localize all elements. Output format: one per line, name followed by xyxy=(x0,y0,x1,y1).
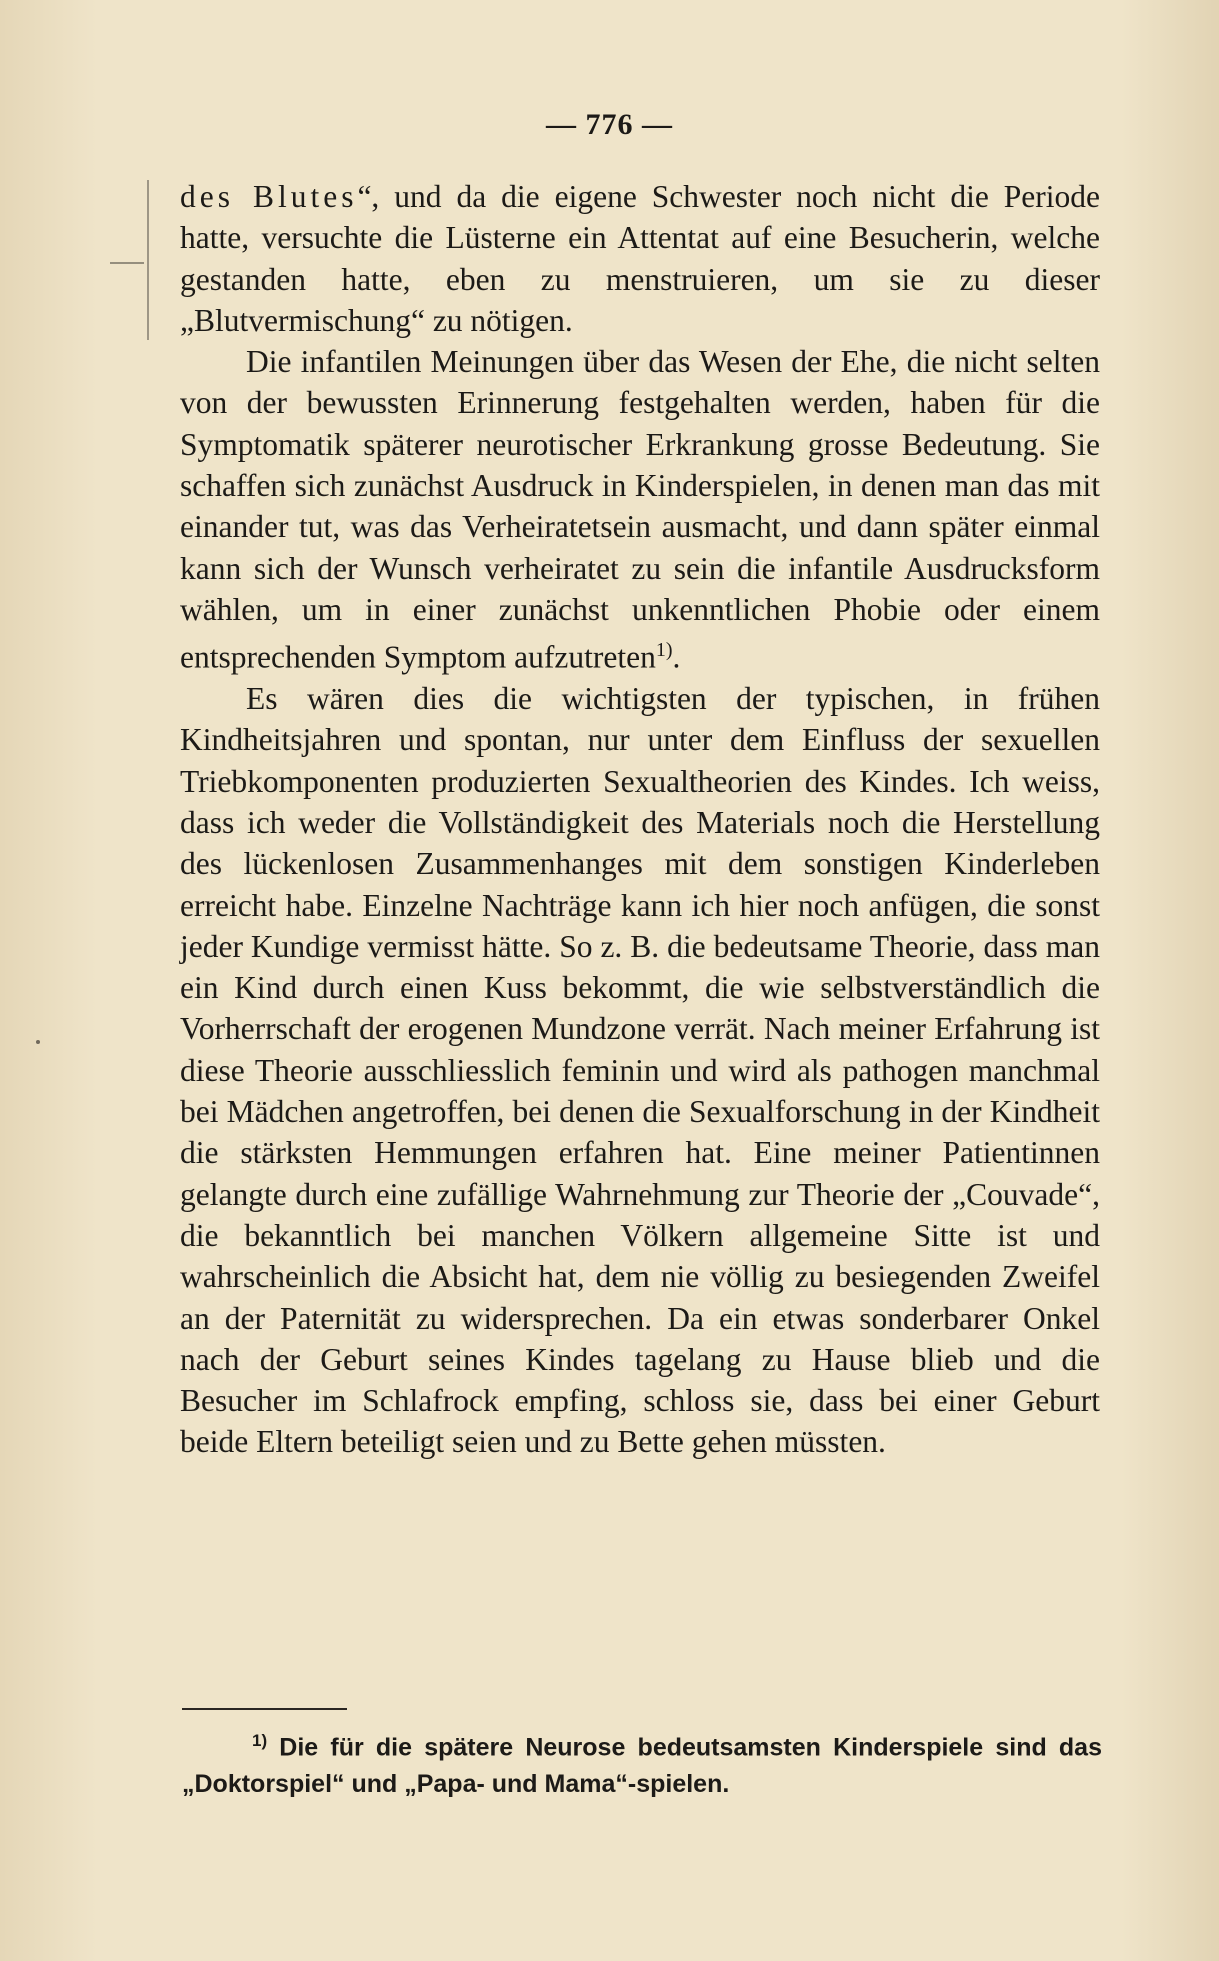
margin-pencil-dash xyxy=(110,262,144,264)
footnote-text: Die für die spätere Neurose bedeutsamsten Kinderspiele sind das „Doktorspiel“ und „Papa- und Mama“-spielen. xyxy=(182,1733,1102,1799)
spaced-term: des Blutes xyxy=(180,179,358,214)
page-number: — 776 — xyxy=(546,108,673,141)
footnote-body xyxy=(182,1722,1102,1803)
paragraph-1-text: “, und da die eigene Schwester noch nicht die Periode hatte, versuchte die Lüsterne ein Attentat auf eine Besucherin, welche gestanden hatte, eben zu menstruieren, um sie zu dieser „Blutvermischung“ zu nötigen. xyxy=(180,179,1100,338)
footnote xyxy=(182,1722,1102,1803)
paragraph-2-text: Die infantilen Meinungen über das Wesen der Ehe, die nicht selten von der bewussten Erinnerung festgehalten werden, haben für die Symptomatik späterer neurotischer Erkrankung grosse Bedeutung. Sie schaffen sich zunächst Ausdruck in Kinderspielen, in denen man das mit einander tut, was das Verheiratetsein ausmacht, und dann später einmal kann sich der Wunsch verheiratet zu sein die infantile Ausdrucksform wählen, um in einer zunächst unkenntlichen Phobie oder einem entsprechenden Symptom aufzutreten xyxy=(180,344,1100,675)
main-text xyxy=(180,176,1100,1463)
margin-speck xyxy=(36,1040,40,1044)
paragraph-2 xyxy=(180,341,1100,678)
footnote-divider xyxy=(182,1708,347,1710)
paragraph-2-end: . xyxy=(672,639,681,675)
paragraph-1 xyxy=(180,176,1100,341)
footnote-reference[interactable]: 1) xyxy=(655,639,673,662)
margin-pencil-line xyxy=(147,180,149,340)
footnote-marker: 1) xyxy=(252,1731,268,1750)
paragraph-3: Es wären dies die wichtigsten der typischen, in frühen Kindheitsjahren und spontan, nur unter dem Einfluss der sexuellen Triebkomponenten produzierten Sexualtheorien des Kindes. Ich weiss, dass ich weder die Vollständigkeit des Materials noch die Herstellung des lückenlosen Zusammenhanges mit dem sonstigen Kinderleben erreicht habe. Einzelne Nachträge kann ich hier noch anfügen, die sonst jeder Kundige vermisst hätte. So z. B. die bedeutsame Theorie, dass man ein Kind durch einen Kuss bekommt, die wie selbstverständlich die Vorherrschaft der erogenen Mundzone verrät. Nach meiner Erfahrung ist diese Theorie ausschliesslich feminin und wird als pathogen manchmal bei Mädchen angetroffen, bei denen die Sexualforschung in der Kindheit die stärksten Hemmungen erfahren hat. Eine meiner Patientinnen gelangte durch eine zufällige Wahrnehmung zur Theorie der „Couvade“, die bekanntlich bei manchen Völkern allgemeine Sitte ist und wahrscheinlich die Absicht hat, dem nie völlig zu besiegenden Zweifel an der Paternität zu widersprechen. Da ein etwas sonderbarer Onkel nach der Geburt seines Kindes tagelang zu Hause blieb und die Besucher im Schlafrock empfing, schloss sie, dass bei einer Geburt beide Eltern beteiligt seien und zu Bette gehen müssten. xyxy=(180,681,1100,1460)
